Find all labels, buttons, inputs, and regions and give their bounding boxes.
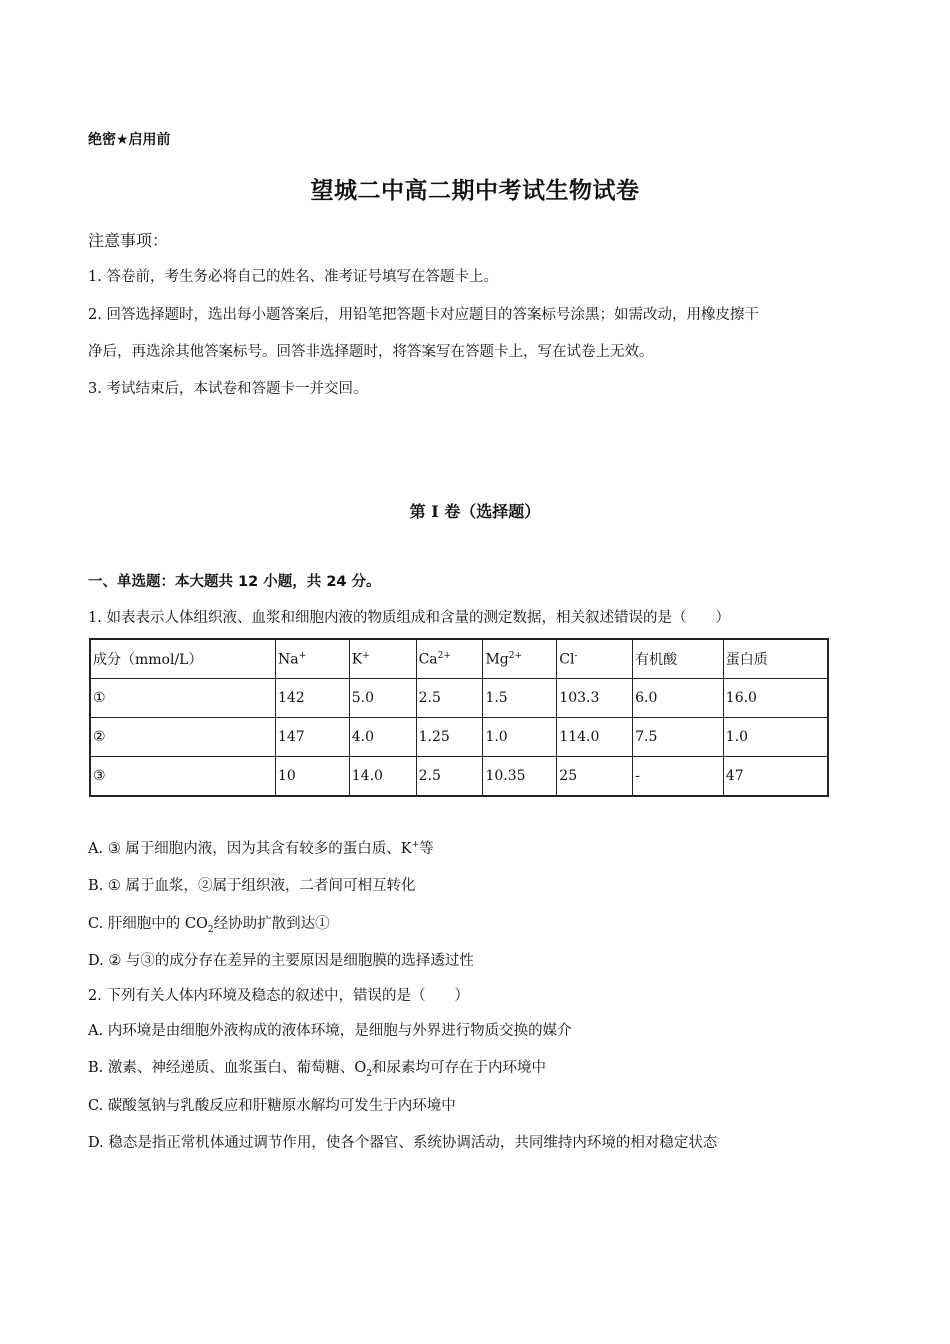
table-cell: 103.3: [557, 679, 633, 718]
table-cell: 1.5: [483, 679, 557, 718]
table-cell: 4.0: [349, 718, 416, 757]
header-cell: 蛋白质: [723, 639, 828, 679]
table-cell: 1.25: [416, 718, 483, 757]
table-cell: 14.0: [349, 757, 416, 797]
q2-option-c: C. 碳酸氢钠与乳酸反应和肝糖原水解均可发生于内环境中: [88, 1098, 456, 1114]
section-title: 第 I 卷（选择题）: [409, 502, 541, 521]
header-cell: K+: [349, 639, 416, 679]
q2-option-b: B. 激素、神经递质、血浆蛋白、葡萄糖、$O_2$和尿素均可存在于内环境中: [88, 1060, 546, 1079]
exam-title: 望城二中高二期中考试生物试卷: [310, 178, 640, 204]
notice-item-1: 1. 答卷前，考生务必将自己的姓名、准考证号填写在答题卡上。: [88, 269, 498, 285]
table-cell: 147: [275, 718, 349, 757]
composition-table: [89, 638, 829, 797]
header-cell: Na+: [275, 639, 349, 679]
q1-option-c: C. 肝细胞中的 $CO_2$经协助扩散到达①: [88, 916, 330, 935]
table-cell: 1.0: [723, 718, 828, 757]
q1-option-a: A. ③ 属于细胞内液，因为其含有较多的蛋白质、K+等: [88, 840, 434, 857]
table-cell: 114.0: [557, 718, 633, 757]
q1-option-d: D. ② 与③的成分存在差异的主要原因是细胞膜的选择透过性: [88, 953, 474, 969]
table-cell: 10.35: [483, 757, 557, 797]
table-cell: -: [633, 757, 724, 797]
q2-option-a: A. 内环境是由细胞外液构成的液体环境，是细胞与外界进行物质交换的媒介: [88, 1023, 572, 1039]
header-cell: 有机酸: [633, 639, 724, 679]
notice-item-3: 3. 考试结束后，本试卷和答题卡一并交回。: [88, 381, 368, 397]
table-cell: ②: [90, 718, 275, 757]
notice-item-2-cont: 净后，再选涂其他答案标号。回答非选择题时，将答案写在答题卡上，写在试卷上无效。: [88, 344, 654, 360]
notice-item-2: 2. 回答选择题时，选出每小题答案后，用铅笔把答题卡对应题目的答案标号涂黑；如需改动，用橡皮擦干: [88, 307, 759, 323]
table-cell: 25: [557, 757, 633, 797]
table-cell: 7.5: [633, 718, 724, 757]
table-cell: 10: [275, 757, 349, 797]
table-cell: 6.0: [633, 679, 724, 718]
table-cell: 16.0: [723, 679, 828, 718]
table-row: [90, 718, 828, 757]
header-cell: $Ca^{2+}$: [416, 639, 483, 679]
table-cell: 2.5: [416, 679, 483, 718]
table-row: [90, 757, 828, 797]
table-row: [90, 679, 828, 718]
table-cell: ①: [90, 679, 275, 718]
table-cell: 1.0: [483, 718, 557, 757]
header-cell: $Mg^{2+}$: [483, 639, 557, 679]
table-cell: ③: [90, 757, 275, 797]
header-cell: Cl-: [557, 639, 633, 679]
confidential-label: 绝密★启用前: [88, 132, 171, 148]
table-cell: 142: [275, 679, 349, 718]
table-cell: 47: [723, 757, 828, 797]
q1-option-b: B. ① 属于血浆，②属于组织液，二者间可相互转化: [88, 878, 416, 894]
table-header-row: [90, 639, 828, 679]
q2-option-d: D. 稳态是指正常机体通过调节作用，使各个器官、系统协调活动，共同维持内环境的相对稳定状态: [88, 1135, 718, 1151]
header-cell: 成分（mmol/L）: [90, 639, 275, 679]
question-1-stem: 1. 如表表示人体组织液、血浆和细胞内液的物质组成和含量的测定数据，相关叙述错误的是（ ）: [88, 610, 730, 626]
question-2-stem: 2. 下列有关人体内环境及稳态的叙述中，错误的是（ ）: [88, 988, 469, 1004]
table-cell: 5.0: [349, 679, 416, 718]
table-cell: 2.5: [416, 757, 483, 797]
part-heading: 一、单选题：本大题共 12 小题，共 24 分。: [88, 574, 381, 590]
notice-heading: 注意事项：: [88, 231, 169, 250]
